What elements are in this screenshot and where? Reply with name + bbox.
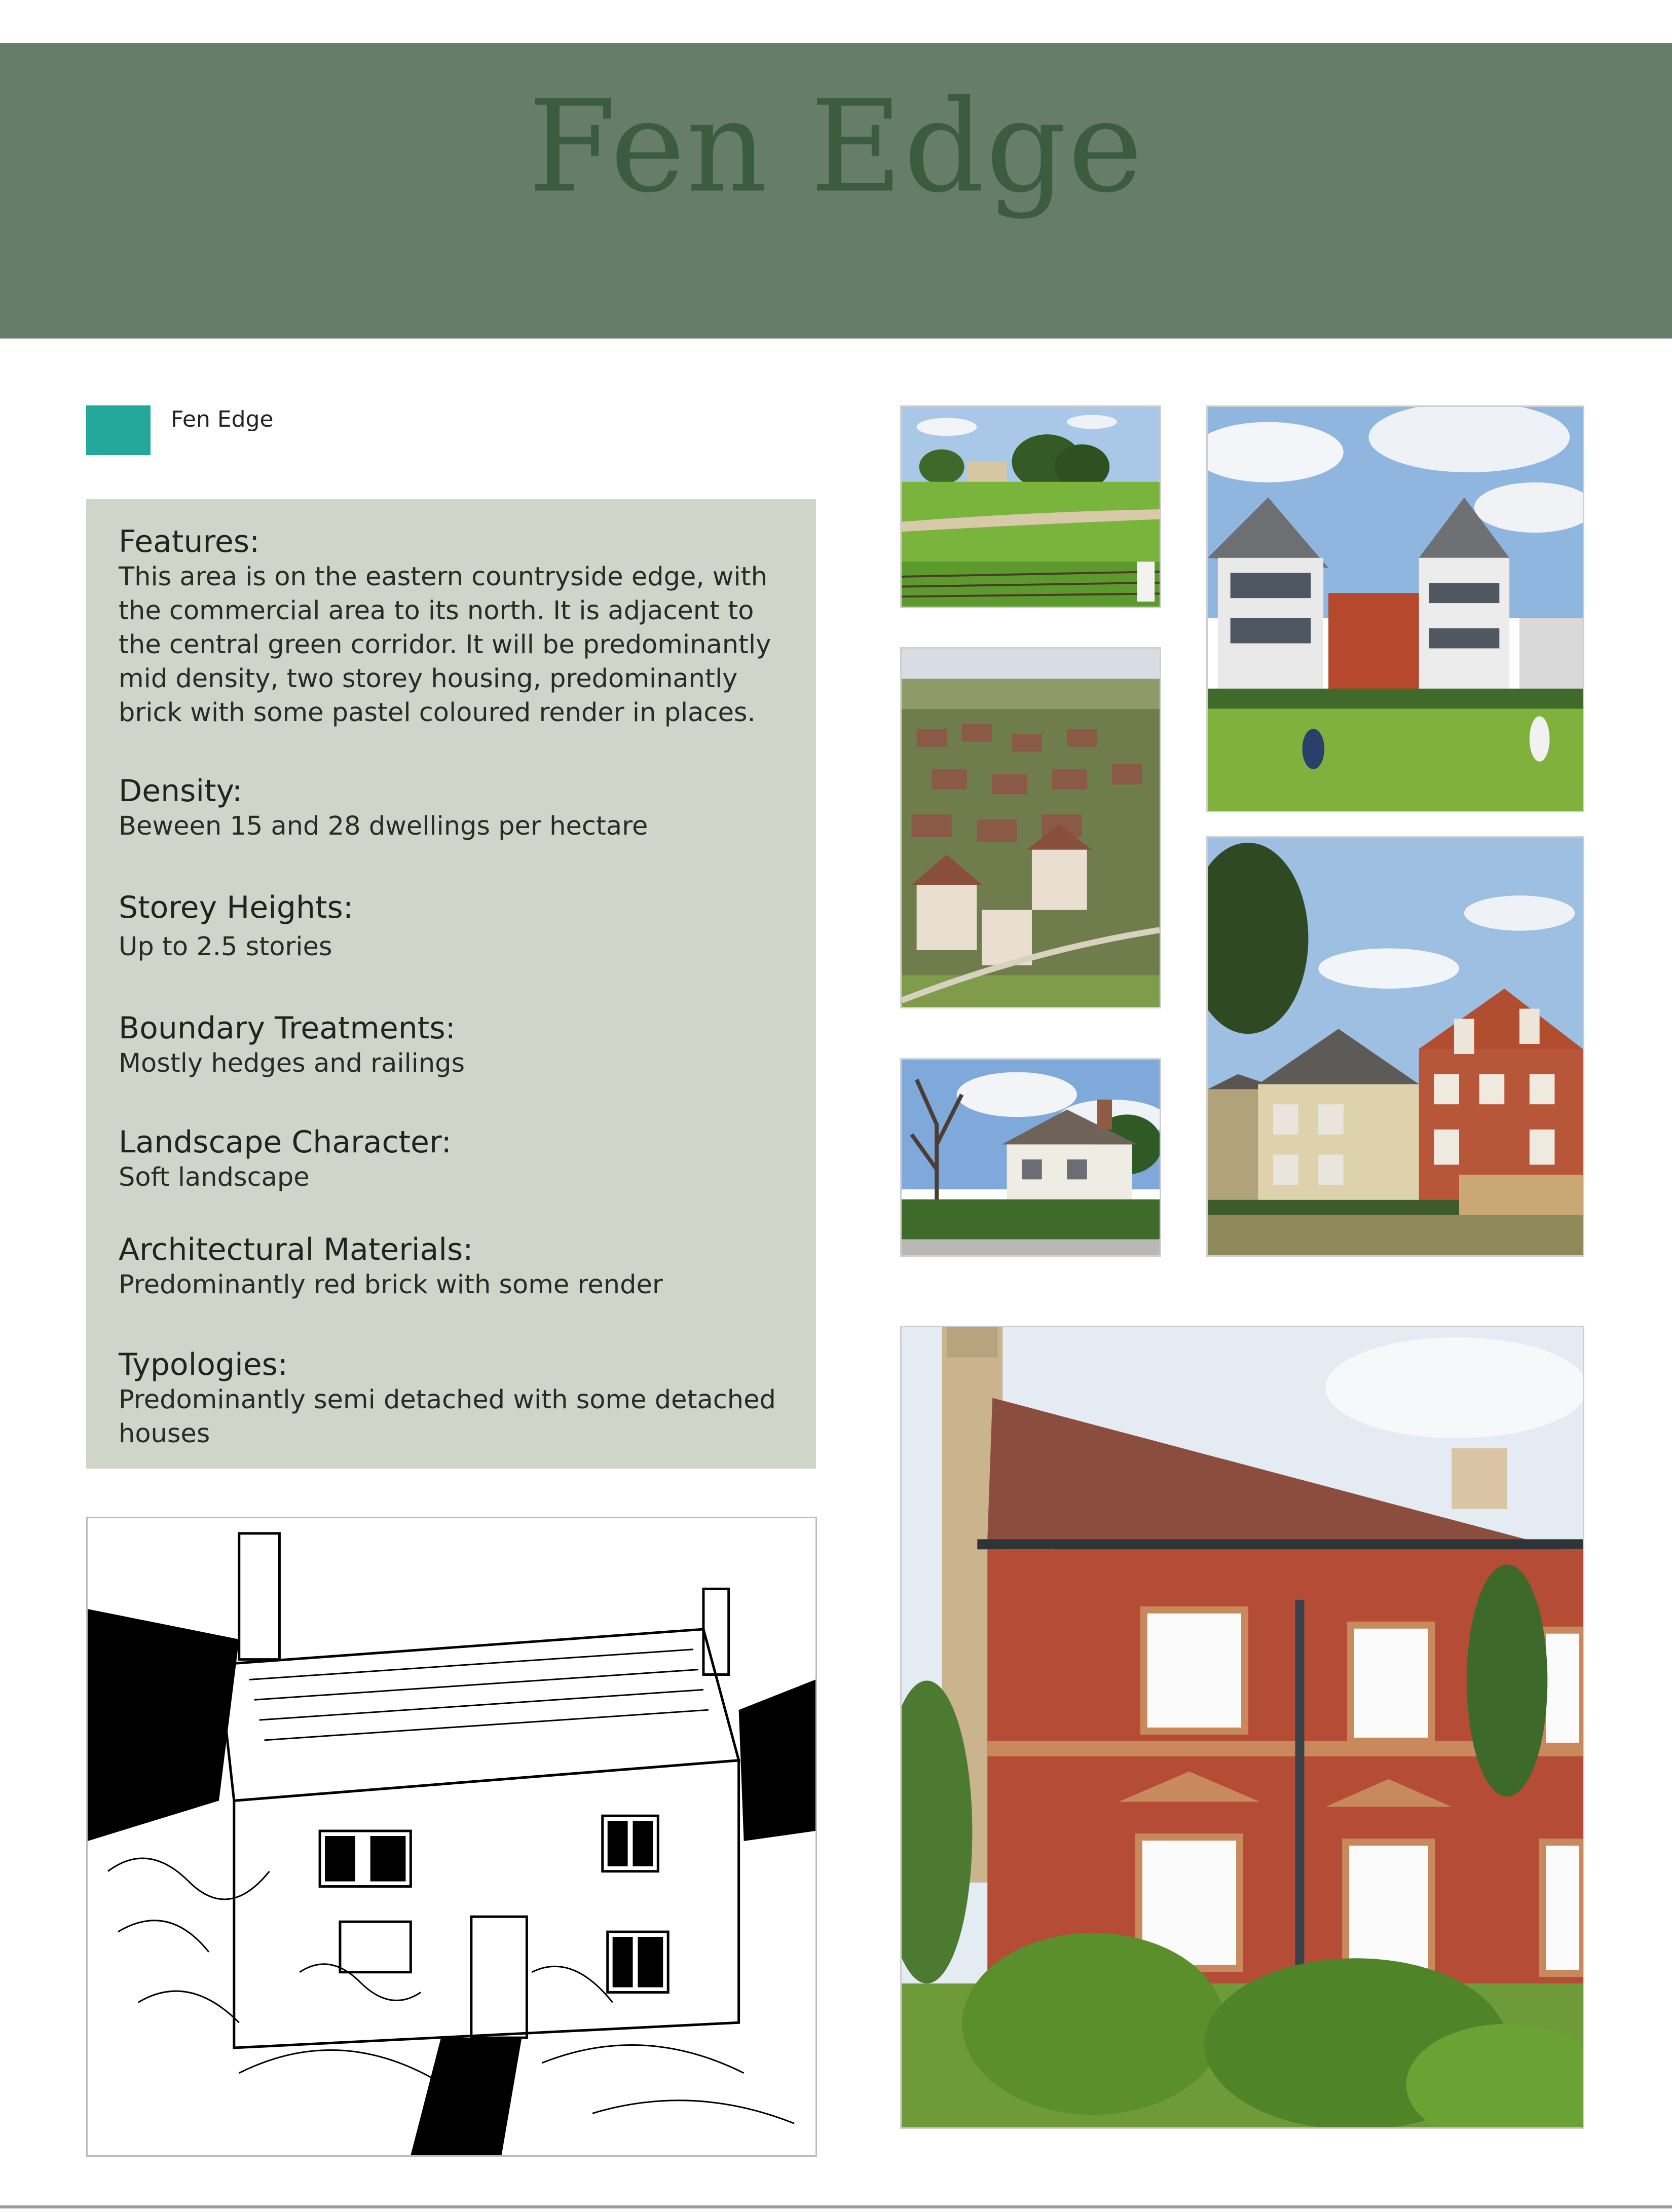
section-text: Soft landscape [119,1163,310,1192]
page-title: Fen Edge [528,73,1144,220]
section-heading: Landscape Character: [119,1124,452,1160]
architectural-materials-section [119,1231,798,1302]
info-panel [86,499,816,1469]
footer-rule [0,2205,1672,2208]
section-heading: Typologies: [119,1347,288,1382]
legend-label: Fen Edge [171,406,274,432]
section-heading: Boundary Treatments: [119,1010,456,1046]
photo-brick-terrace [1206,836,1584,1257]
section-heading: Storey Heights: [119,890,353,925]
density-section [119,773,798,843]
section-heading: Features: [119,524,260,559]
section-text: Mostly hedges and railings [119,1048,465,1078]
photo-aerial-housing [900,647,1161,1008]
typologies-section [119,1346,798,1451]
cottage-sketch [86,1517,817,2157]
photo-red-brick-house [900,1326,1584,2129]
section-text: Predominantly semi detached with some detached houses [119,1385,776,1449]
photo-modern-apartments [1206,405,1584,812]
section-text: Up to 2.5 stories [119,932,332,962]
landscape-character-section [119,1124,798,1194]
section-text: Predominantly red brick with some render [119,1270,663,1300]
section-text: This area is on the eastern countryside edge, with the commercial area to its north. It is adjacent to the central green corridor. It will be predominantly mid density, two storey housing, predominantly brick with some pastel coloured render in places. [119,562,771,728]
legend-swatch [86,405,151,455]
section-heading: Architectural Materials: [119,1232,473,1267]
section-text: Beween 15 and 28 dwellings per hectare [119,811,648,841]
boundary-treatments-section [119,1010,798,1080]
photo-countryside-field [900,405,1161,608]
storey-heights-section [119,889,798,964]
section-heading: Density: [119,773,242,809]
features-section [119,523,798,730]
photo-rendered-house [900,1058,1161,1257]
